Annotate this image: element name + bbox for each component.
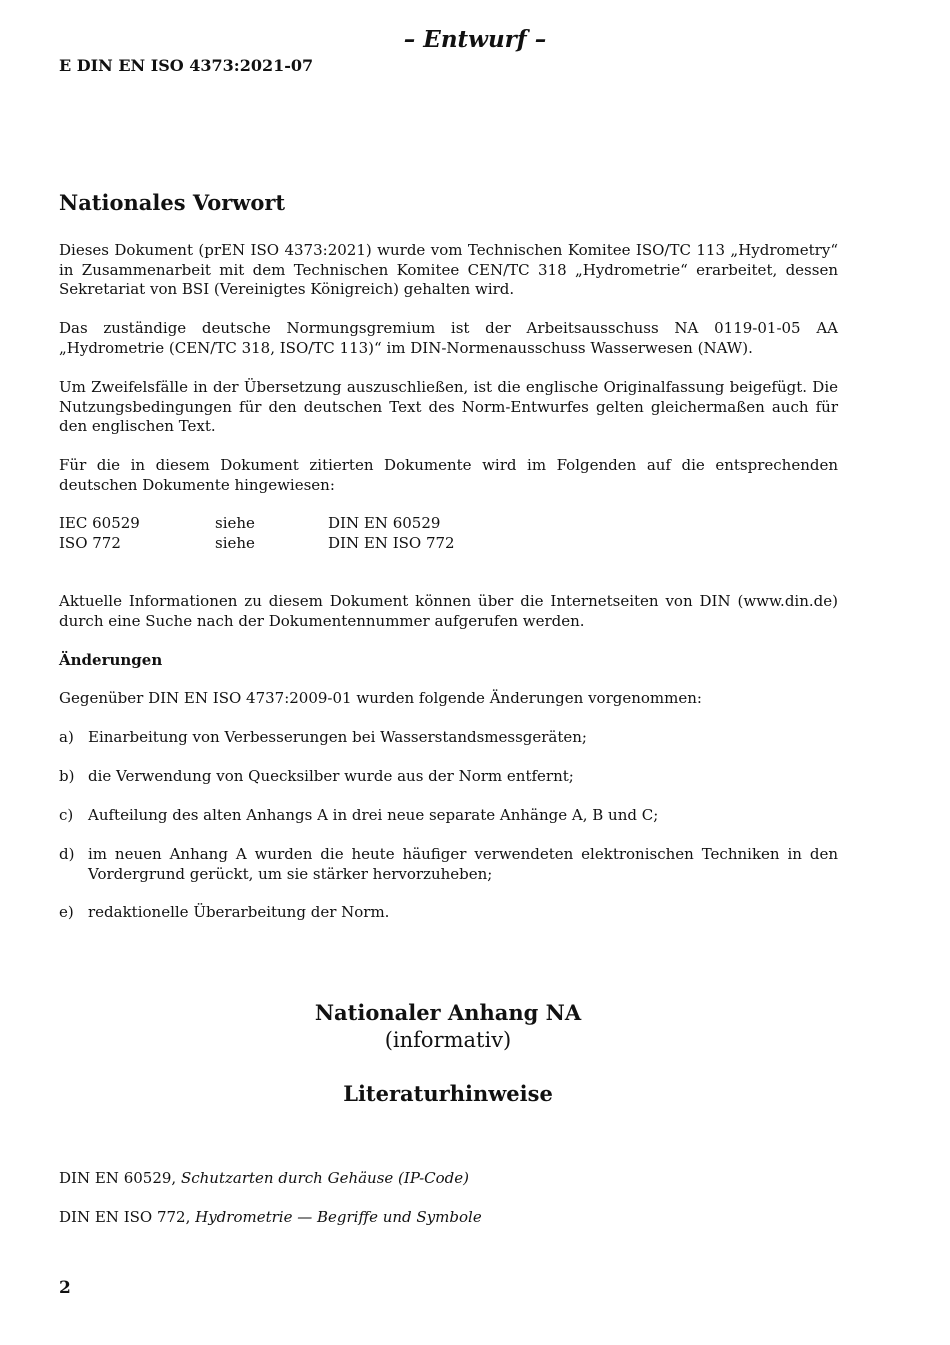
reference-source: IEC 60529 xyxy=(59,514,140,532)
reference-target: DIN EN 60529 xyxy=(328,514,441,532)
list-item xyxy=(59,903,838,923)
foreword-paragraph: Dieses Dokument (prEN ISO 4373:2021) wurde vom Technischen Komitee ISO/TC 113 „Hydrometry“ in Zusammenarbeit mit dem Technischen Komitee CEN/TC 318 „Hydrometrie“ erarbeitet, dessen Sekretariat von BSI (Vereinigtes Königreich) gehalten wird. xyxy=(59,241,838,298)
list-item-label: e) xyxy=(59,903,74,921)
bibliography-title: Literaturhinweise xyxy=(343,1081,553,1106)
bibliography-ref: DIN EN 60529, xyxy=(59,1169,181,1187)
reference-target: DIN EN ISO 772 xyxy=(328,534,455,552)
list-item-label: d) xyxy=(59,845,75,863)
list-item-text: im neuen Anhang A wurden die heute häufiger verwendeten elektronischen Techniken in den Vordergrund gerückt, um sie stärker hervorzuheben; xyxy=(88,845,838,883)
foreword-title: Nationales Vorwort xyxy=(59,190,286,215)
document-id: E DIN EN ISO 4373:2021-07 xyxy=(59,56,314,75)
annex-title: Nationaler Anhang NA xyxy=(314,1000,582,1025)
reference-relation: siehe xyxy=(215,534,255,552)
bibliography-ref: DIN EN ISO 772, xyxy=(59,1208,196,1226)
info-paragraph: Aktuelle Informationen zu diesem Dokument können über die Internetseiten von DIN (www.din.de) durch eine Suche nach der Dokumentennummer aufgerufen werden. xyxy=(59,592,838,630)
list-item xyxy=(59,728,838,748)
changes-intro: Gegenüber DIN EN ISO 4737:2009-01 wurden folgende Änderungen vorgenommen: xyxy=(59,689,702,707)
list-item-label: a) xyxy=(59,728,74,746)
list-item xyxy=(59,845,838,884)
list-item-text: die Verwendung von Quecksilber wurde aus der Norm entfernt; xyxy=(88,767,574,785)
bibliography-entry xyxy=(59,1208,482,1228)
reference-table xyxy=(59,514,838,554)
foreword-paragraph: Um Zweifelsfälle in der Übersetzung auszuschließen, ist die englische Originalfassung beigefügt. Die Nutzungsbedingungen für den deutschen Text des Norm-Entwurfes gelten gleichermaßen auch für den englischen Text. xyxy=(59,378,838,435)
reference-relation: siehe xyxy=(215,514,255,532)
list-item-text: Einarbeitung von Verbesserungen bei Wasserstandsmessgeräten; xyxy=(88,728,587,746)
draft-label: – Entwurf – xyxy=(403,26,547,53)
bibliography-entry xyxy=(59,1169,469,1189)
reference-row xyxy=(59,514,838,534)
bibliography-title-text: Schutzarten durch Gehäuse (IP-Code) xyxy=(180,1169,470,1187)
reference-source: ISO 772 xyxy=(59,534,121,552)
annex-subtitle: (informativ) xyxy=(384,1028,512,1052)
list-item-text: redaktionelle Überarbeitung der Norm. xyxy=(88,903,390,921)
bibliography-title-text: Hydrometrie — Begriffe und Symbole xyxy=(195,1208,482,1226)
changes-heading: Änderungen xyxy=(59,651,163,669)
list-item xyxy=(59,806,838,826)
list-item-text: Aufteilung des alten Anhangs A in drei neue separate Anhänge A, B und C; xyxy=(88,806,659,824)
foreword-paragraph: Das zuständige deutsche Normungsgremium ist der Arbeitsausschuss NA 0119-01-05 AA „Hydrometrie (CEN/TC 318, ISO/TC 113)“ im DIN-Normenausschuss Wasserwesen (NAW). xyxy=(59,319,838,357)
foreword-paragraph: Für die in diesem Dokument zitierten Dokumente wird im Folgenden auf die entsprechenden deutschen Dokumente hingewiesen: xyxy=(59,456,838,494)
reference-row xyxy=(59,534,838,554)
list-item-label: c) xyxy=(59,806,74,824)
list-item xyxy=(59,767,838,787)
page-number: 2 xyxy=(59,1278,71,1298)
list-item-label: b) xyxy=(59,767,75,785)
